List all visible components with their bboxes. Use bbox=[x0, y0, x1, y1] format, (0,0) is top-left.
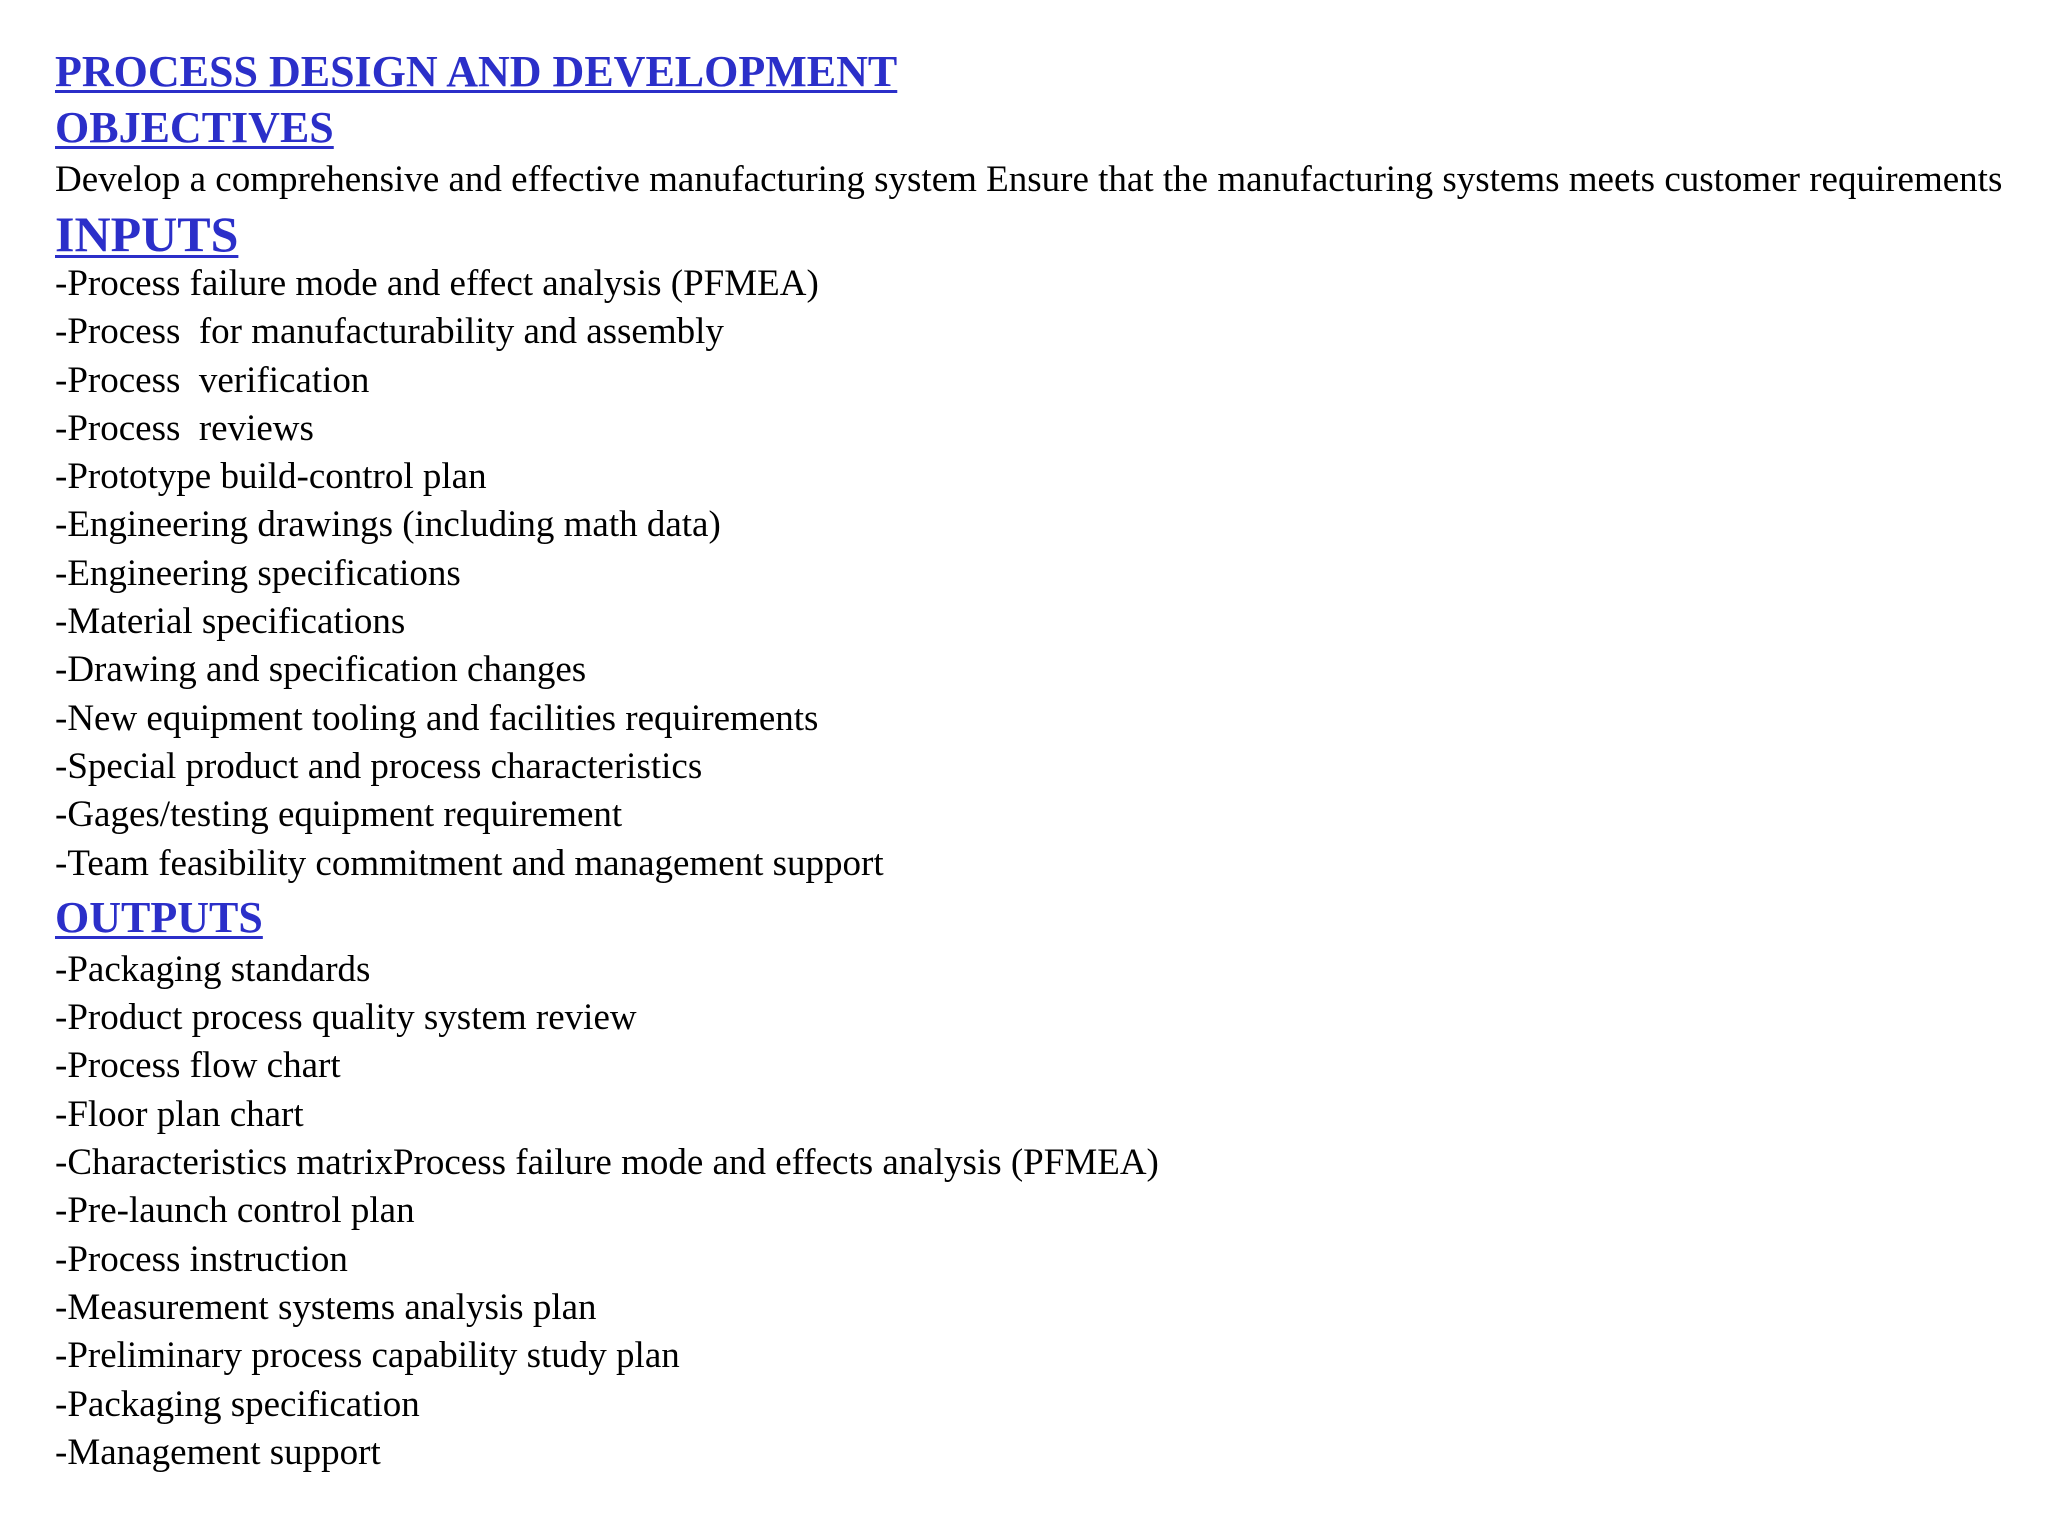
list-item: -Process verification bbox=[55, 359, 370, 401]
list-item: -Gages/testing equipment requirement bbox=[55, 794, 623, 836]
list-item: -Product process quality system review bbox=[55, 997, 637, 1039]
document-page bbox=[55, 44, 2015, 1477]
list-item: -Material specifications bbox=[55, 601, 406, 643]
list-item: -Prototype build-control plan bbox=[55, 456, 487, 498]
list-item: -Management support bbox=[55, 1431, 381, 1473]
list-item: -Engineering specifications bbox=[55, 552, 461, 594]
inputs-heading: INPUTS bbox=[55, 206, 239, 262]
document-title: PROCESS DESIGN AND DEVELOPMENT bbox=[55, 47, 898, 96]
list-item: -Packaging standards bbox=[55, 948, 371, 990]
inputs-list bbox=[55, 260, 2015, 888]
list-item: -Characteristics matrixProcess failure mode and effects analysis (PFMEA) bbox=[55, 1142, 1159, 1184]
list-item: -Engineering drawings (including math data) bbox=[55, 504, 721, 546]
list-item: -Packaging specification bbox=[55, 1383, 420, 1425]
list-item: -Measurement systems analysis plan bbox=[55, 1286, 597, 1328]
list-item: -Process reviews bbox=[55, 407, 314, 449]
list-item: -Process instruction bbox=[55, 1238, 348, 1280]
list-item: -Process for manufacturability and assembly bbox=[55, 311, 724, 353]
list-item: -Drawing and specification changes bbox=[55, 649, 587, 691]
list-item: -Special product and process characteristics bbox=[55, 745, 703, 787]
objectives-heading: OBJECTIVES bbox=[55, 103, 334, 152]
list-item: -Process failure mode and effect analysis (PFMEA) bbox=[55, 263, 819, 304]
list-item: -New equipment tooling and facilities requirements bbox=[55, 697, 819, 739]
list-item: -Team feasibility commitment and management support bbox=[55, 842, 884, 884]
objectives-text: Develop a comprehensive and effective manufacturing system Ensure that the manufacturing systems meets customer requirements bbox=[55, 159, 2003, 200]
list-item: -Process flow chart bbox=[55, 1045, 341, 1087]
list-item: -Floor plan chart bbox=[55, 1093, 304, 1135]
list-item: -Preliminary process capability study plan bbox=[55, 1335, 680, 1377]
outputs-list bbox=[55, 946, 2015, 1477]
outputs-heading: OUTPUTS bbox=[55, 892, 263, 942]
list-item: -Pre-launch control plan bbox=[55, 1190, 415, 1232]
